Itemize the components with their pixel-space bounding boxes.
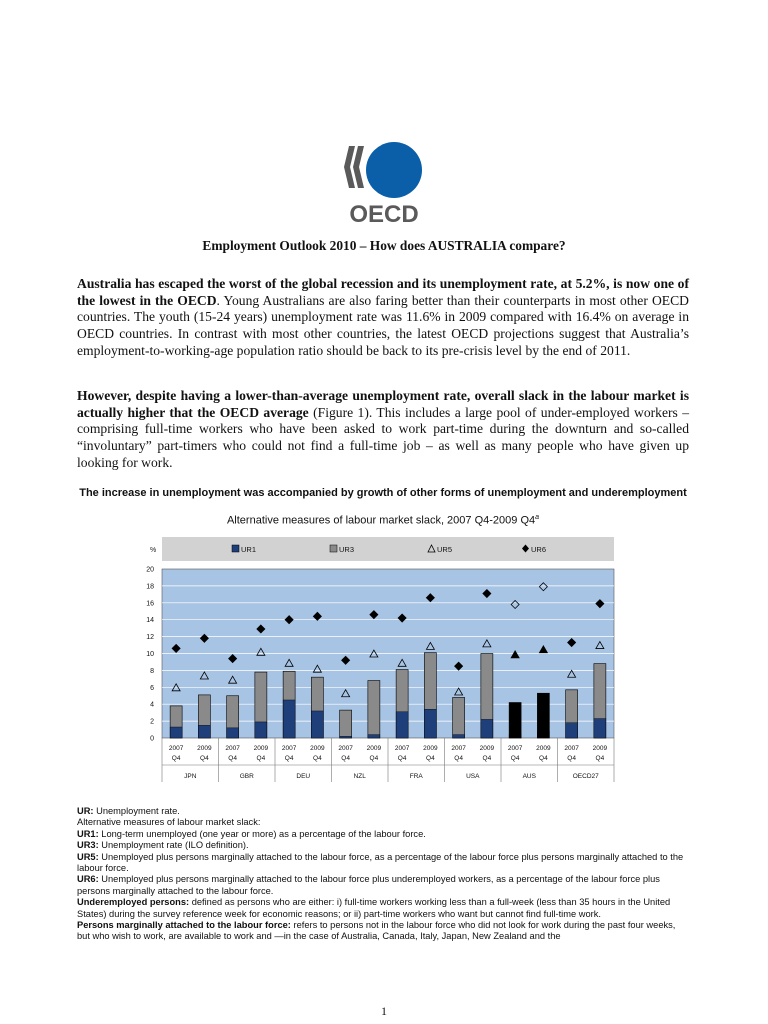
y-tick-label: 20 [146,566,154,574]
country-label: GBR [239,773,254,780]
paragraph-2-body: (Figure 1). This includes a large pool of under-employed workers – comprising full-time workers who have been asked to work part-time during the downturn and so-called “involuntary” part-timers who could not find a full-time job – as well as many people who have given up looking for work. [77,404,689,470]
note-line [77,829,689,840]
bar-ur1 [227,728,239,738]
bar-ur3 [509,703,521,738]
x-tick-quarter: Q4 [200,755,209,762]
country-label: FRA [409,773,423,780]
bar-ur1 [481,719,493,738]
bar-ur1 [255,722,267,738]
bar-ur1 [311,711,323,738]
chart-subtitle-text: Alternative measures of labour market slack, 2007 Q4-2009 Q4 [226,514,536,527]
country-label: NZL [353,773,366,780]
x-tick-year: 2009 [366,745,382,752]
note-line [77,840,689,851]
x-tick-quarter: Q4 [341,755,350,762]
x-tick-quarter: Q4 [284,755,294,762]
y-tick-label: 4 [150,701,154,709]
x-tick-year: 2009 [253,745,269,752]
x-tick-quarter: Q4 [228,755,237,762]
legend-label-ur3: UR3 [339,545,355,554]
x-tick-quarter: Q4 [539,755,548,762]
bar-ur1 [396,712,408,738]
note-term: UR3: [77,840,99,851]
chart-title: The increase in unemployment was accompanied by growth of other forms of unemployment and underemployment [79,487,687,499]
legend-band [162,537,614,561]
x-tick-quarter: Q4 [567,755,576,762]
x-tick-year: 2009 [310,745,325,752]
y-tick-label: 16 [146,600,154,608]
note-line [77,897,689,920]
y-tick-label: 10 [146,651,154,658]
x-tick-year: 2009 [592,745,608,752]
bar-ur1 [170,727,182,738]
legend-swatch-ur3 [330,545,337,552]
y-tick-label: 14 [146,617,154,625]
x-tick-quarter: Q4 [454,755,463,762]
country-label: USA [466,773,480,780]
chart-subtitle-footnote-mark: a [535,514,540,521]
x-tick-year: 2007 [225,745,240,752]
x-tick-year: 2007 [338,745,353,752]
x-tick-year: 2009 [479,745,495,752]
bar-ur1 [368,735,380,738]
bar-ur1 [594,719,606,738]
x-tick-year: 2007 [451,745,466,752]
note-term: UR1: [77,828,99,839]
x-tick-quarter: Q4 [397,755,407,762]
x-tick-year: 2009 [536,745,551,752]
bar-ur1 [453,735,465,738]
note-text: refers to persons not in the labour force who did not look for work during the past four weeks, but who wish to work, are available to work and —in the case of Australia, Canada, Italy, Japan, New Zealand and the [77,920,676,942]
chart-notes [77,806,689,943]
x-tick-quarter: Q4 [369,755,379,762]
x-tick-year: 2009 [423,745,438,752]
bar-ur1 [340,736,352,738]
note-text: Long-term unemployed (one year or more) as a percentage of the labour force. [98,828,426,839]
note-text: Alternative measures of labour market slack: [77,817,261,828]
note-term: UR6: [77,874,99,885]
note-text: Unemployment rate. [93,806,180,816]
y-tick-label: 2 [150,718,154,726]
note-term: Persons marginally attached to the labour force: [77,920,291,931]
x-tick-quarter: Q4 [313,755,322,762]
x-tick-quarter: Q4 [426,755,435,762]
x-tick-quarter: Q4 [482,755,492,762]
y-tick-label: 12 [146,634,154,642]
oecd-logo-text: OECD [349,201,419,225]
x-tick-year: 2007 [564,745,579,752]
page-number: 1 [381,1004,387,1018]
bar-ur1 [566,723,578,738]
bar-ur1 [424,709,436,738]
legend-label-ur1: UR1 [241,545,257,554]
country-label: AUS [522,773,536,780]
paragraph-1-body: . Young Australians are also faring better than their counterparts in most other OECD countries. The youth (15-24 years) unemployment rate was 11.6% in 2009 compared with 16.4% on average in OECD countries. In contrast with most other countries, the latest OECD projections suggest that Australia’s employment-to-working-age population ratio should be back to its pre-crisis level by the end of 2011. [77,292,689,358]
bar-ur1 [537,731,549,738]
y-tick-label: 18 [146,583,154,591]
x-tick-year: 2007 [394,745,410,752]
note-line [77,806,689,817]
note-line [77,817,689,828]
y-unit-label: % [150,547,157,554]
x-tick-year: 2007 [507,745,523,752]
x-tick-quarter: Q4 [510,755,520,762]
country-label: DEU [296,773,311,780]
legend-label-ur6: UR6 [531,545,547,554]
note-term: UR: [77,806,94,816]
note-text: Unemployed plus persons marginally attached to the labour force plus underemployed workers, as a percentage of the labour force plus persons marginally attached to the labour force. [77,874,660,896]
legend-swatch-ur1 [232,545,239,552]
y-tick-label: 8 [150,667,154,675]
bar-ur3 [453,697,465,738]
bar-ur1 [198,725,210,738]
x-tick-quarter: Q4 [171,755,181,762]
y-tick-label: 0 [150,735,154,743]
note-text: Unemployment rate (ILO definition). [98,840,249,851]
x-tick-year: 2007 [281,745,297,752]
bar-ur1 [509,735,521,738]
x-tick-year: 2007 [168,745,184,752]
bar-ur1 [283,700,295,738]
country-label: OECD27 [572,773,599,780]
document-title: Employment Outlook 2010 – How does AUSTRALIA compare? [202,238,566,253]
bar-ur3 [368,681,380,738]
x-tick-quarter: Q4 [256,755,266,762]
note-text: defined as persons who are either: i) full-time workers working less than a full-week (less than 35 hours in the United States) during the survey reference week for economic reasons; or ii) part-time workers who want but cannot find full-time work. [77,897,671,919]
y-tick-label: 6 [150,684,154,692]
bar-ur3 [340,710,352,738]
note-term: Underemployed persons: [77,897,190,908]
note-term: UR5: [77,851,99,862]
note-text: Unemployed plus persons marginally attached to the labour force, as a percentage of the labour force plus persons marginally attached to the labour force. [77,851,684,874]
note-line [77,874,689,897]
country-label: JPN [184,773,197,780]
x-tick-quarter: Q4 [595,755,605,762]
paragraph-2-lead: However, despite having a lower-than-average unemployment rate, overall slack in the labour market is actually higher that the OECD average [77,388,689,420]
note-line [77,920,689,943]
paragraph-1-lead: Australia has escaped the worst of the global recession and its unemployment rate, at 5.2%, is now one of the lowest in the OECD [77,276,689,308]
note-line [77,852,689,875]
x-tick-year: 2009 [197,745,212,752]
legend-label-ur5: UR5 [437,545,453,554]
